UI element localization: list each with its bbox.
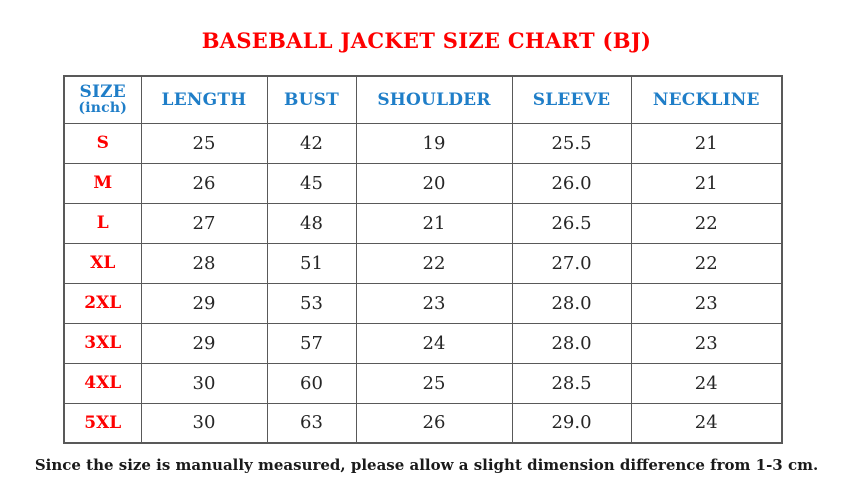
header-sleeve: SLEEVE — [512, 76, 631, 123]
table-row-2xl — [64, 283, 782, 323]
length-value: 26 — [141, 163, 267, 203]
size-label: 5XL — [64, 403, 141, 443]
neckline-value: 21 — [631, 163, 782, 203]
sleeve-value: 26.0 — [512, 163, 631, 203]
length-value: 30 — [141, 363, 267, 403]
header-size-line1: SIZE — [79, 81, 126, 102]
shoulder-value: 26 — [356, 403, 512, 443]
neckline-value: 23 — [631, 283, 782, 323]
bust-value: 60 — [267, 363, 356, 403]
sleeve-value: 28.0 — [512, 323, 631, 363]
bust-value: 48 — [267, 203, 356, 243]
sleeve-value: 27.0 — [512, 243, 631, 283]
bust-value: 53 — [267, 283, 356, 323]
header-size-line2: (inch) — [78, 100, 128, 117]
header-neckline: NECKLINE — [631, 76, 782, 123]
sleeve-value: 28.5 — [512, 363, 631, 403]
table-row-l — [64, 203, 782, 243]
neckline-value: 23 — [631, 323, 782, 363]
sleeve-value: 25.5 — [512, 123, 631, 163]
size-label: XL — [64, 243, 141, 283]
header-size — [64, 76, 141, 123]
sleeve-value: 28.0 — [512, 283, 631, 323]
measurement-disclaimer: Since the size is manually measured, please allow a slight dimension difference from 1-3 cm. — [34, 456, 819, 474]
shoulder-value: 25 — [356, 363, 512, 403]
header-shoulder: SHOULDER — [356, 76, 512, 123]
page-title: BASEBALL JACKET SIZE CHART (BJ) — [201, 28, 652, 53]
shoulder-value: 20 — [356, 163, 512, 203]
shoulder-value: 22 — [356, 243, 512, 283]
bust-value: 45 — [267, 163, 356, 203]
sleeve-value: 26.5 — [512, 203, 631, 243]
length-value: 30 — [141, 403, 267, 443]
neckline-value: 24 — [631, 363, 782, 403]
size-label: 4XL — [64, 363, 141, 403]
bust-value: 42 — [267, 123, 356, 163]
length-value: 29 — [141, 283, 267, 323]
bust-value: 63 — [267, 403, 356, 443]
size-label: M — [64, 163, 141, 203]
table-row-5xl — [64, 403, 782, 443]
size-label: 3XL — [64, 323, 141, 363]
header-length: LENGTH — [141, 76, 267, 123]
size-label: L — [64, 203, 141, 243]
neckline-value: 22 — [631, 203, 782, 243]
table-row-xl — [64, 243, 782, 283]
neckline-value: 24 — [631, 403, 782, 443]
shoulder-value: 23 — [356, 283, 512, 323]
size-chart-table — [63, 75, 783, 444]
length-value: 27 — [141, 203, 267, 243]
length-value: 28 — [141, 243, 267, 283]
neckline-value: 22 — [631, 243, 782, 283]
table-row-m — [64, 163, 782, 203]
table-header-row — [64, 76, 782, 123]
bust-value: 57 — [267, 323, 356, 363]
bust-value: 51 — [267, 243, 356, 283]
table-row-3xl — [64, 323, 782, 363]
length-value: 25 — [141, 123, 267, 163]
length-value: 29 — [141, 323, 267, 363]
table-row-s — [64, 123, 782, 163]
shoulder-value: 21 — [356, 203, 512, 243]
table-row-4xl — [64, 363, 782, 403]
header-bust: BUST — [267, 76, 356, 123]
shoulder-value: 24 — [356, 323, 512, 363]
sleeve-value: 29.0 — [512, 403, 631, 443]
shoulder-value: 19 — [356, 123, 512, 163]
neckline-value: 21 — [631, 123, 782, 163]
size-label: 2XL — [64, 283, 141, 323]
size-label: S — [64, 123, 141, 163]
